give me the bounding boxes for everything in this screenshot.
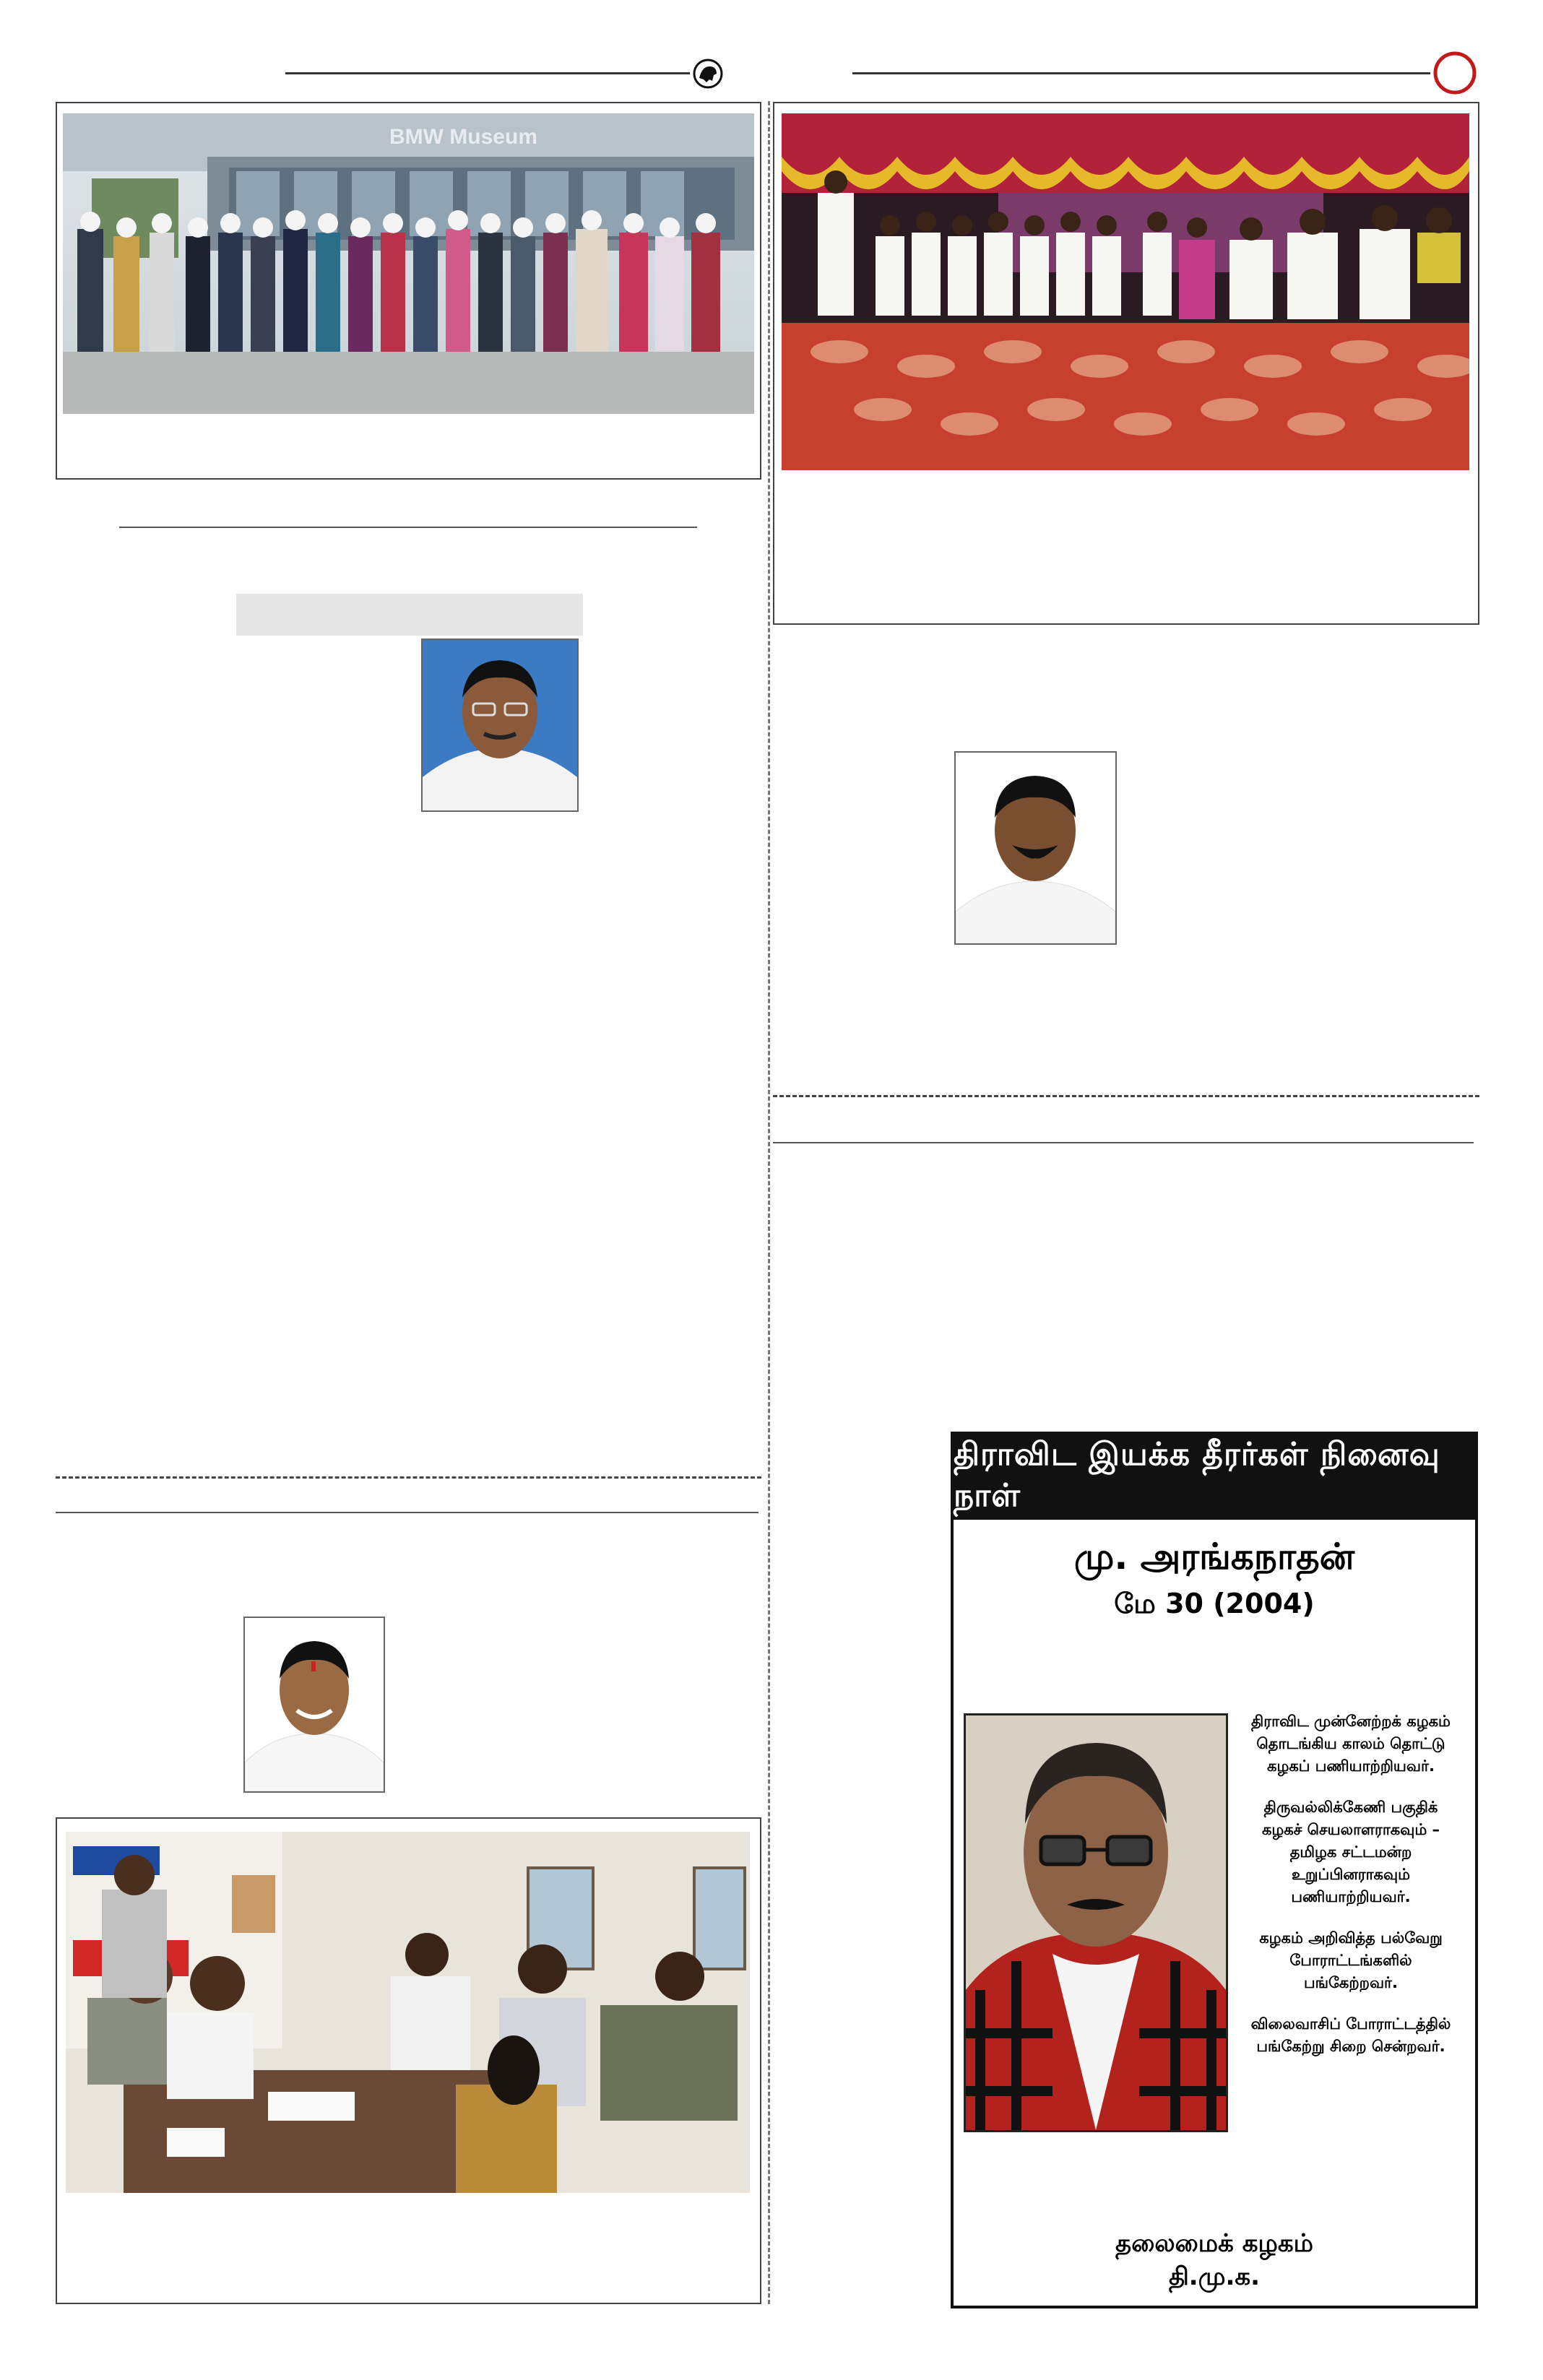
column-divider [768, 101, 770, 2304]
memorial-notice [951, 1432, 1478, 2308]
portrait-man-glasses [421, 639, 579, 812]
left-rule-2 [56, 1512, 758, 1513]
stage-event-photo [782, 113, 1469, 470]
memorial-footer-line1: தலைமைக் கழகம் [1115, 2229, 1313, 2258]
memorial-portrait [964, 1713, 1228, 2132]
memorial-note-3: கழகம் அறிவித்த பல்வேறு போராட்டங்களில் பங்கேற்றவர். [1259, 1929, 1443, 1991]
memorial-notes [1242, 1710, 1459, 2077]
party-emblem-icon [692, 58, 724, 90]
left-rule-1 [119, 527, 697, 528]
memorial-name: மு. அரங்கநாதன் [1073, 1536, 1355, 1578]
museum-sign-text: BMW Museum [389, 125, 537, 149]
memorial-note-1: திராவிட முன்னேற்றக் கழகம் தொடங்கிய காலம் தொட்டு கழகப் பணியாற்றியவர். [1251, 1713, 1451, 1775]
portrait-smiling-man [243, 1617, 385, 1793]
header-rule-right [852, 72, 1430, 74]
memorial-footer-line2: தி.மு.க. [1168, 2262, 1261, 2291]
header-rule-left [285, 72, 690, 74]
memorial-note-2: திருவல்லிக்கேணி பகுதிக் கழகச் செயலாளராகவும் – தமிழக சட்டமன்ற உறுப்பினராகவும் பணியாற்றியவர். [1261, 1799, 1440, 1905]
bmw-museum-group-photo [63, 113, 754, 414]
meeting-photo-frame [56, 1817, 761, 2304]
memorial-heading: திராவிட இயக்க தீரர்கள் நினைவு நாள் [954, 1435, 1475, 1520]
grievance-meeting-photo [66, 1832, 750, 2193]
gray-label-bar [236, 594, 583, 636]
left-dashed-separator [56, 1476, 761, 1479]
group-photo-frame [56, 102, 761, 480]
portrait-mustached-man [954, 751, 1117, 945]
right-rule [773, 1142, 1474, 1143]
memorial-date: மே 30 (2004) [1114, 1588, 1315, 1619]
page-number-circle-icon [1432, 51, 1477, 95]
right-dashed-separator [773, 1095, 1479, 1097]
event-photo-frame [773, 102, 1479, 625]
memorial-note-4: விலைவாசிப் போராட்டத்தில் பங்கேற்று சிறை சென்றவர். [1250, 2015, 1451, 2055]
